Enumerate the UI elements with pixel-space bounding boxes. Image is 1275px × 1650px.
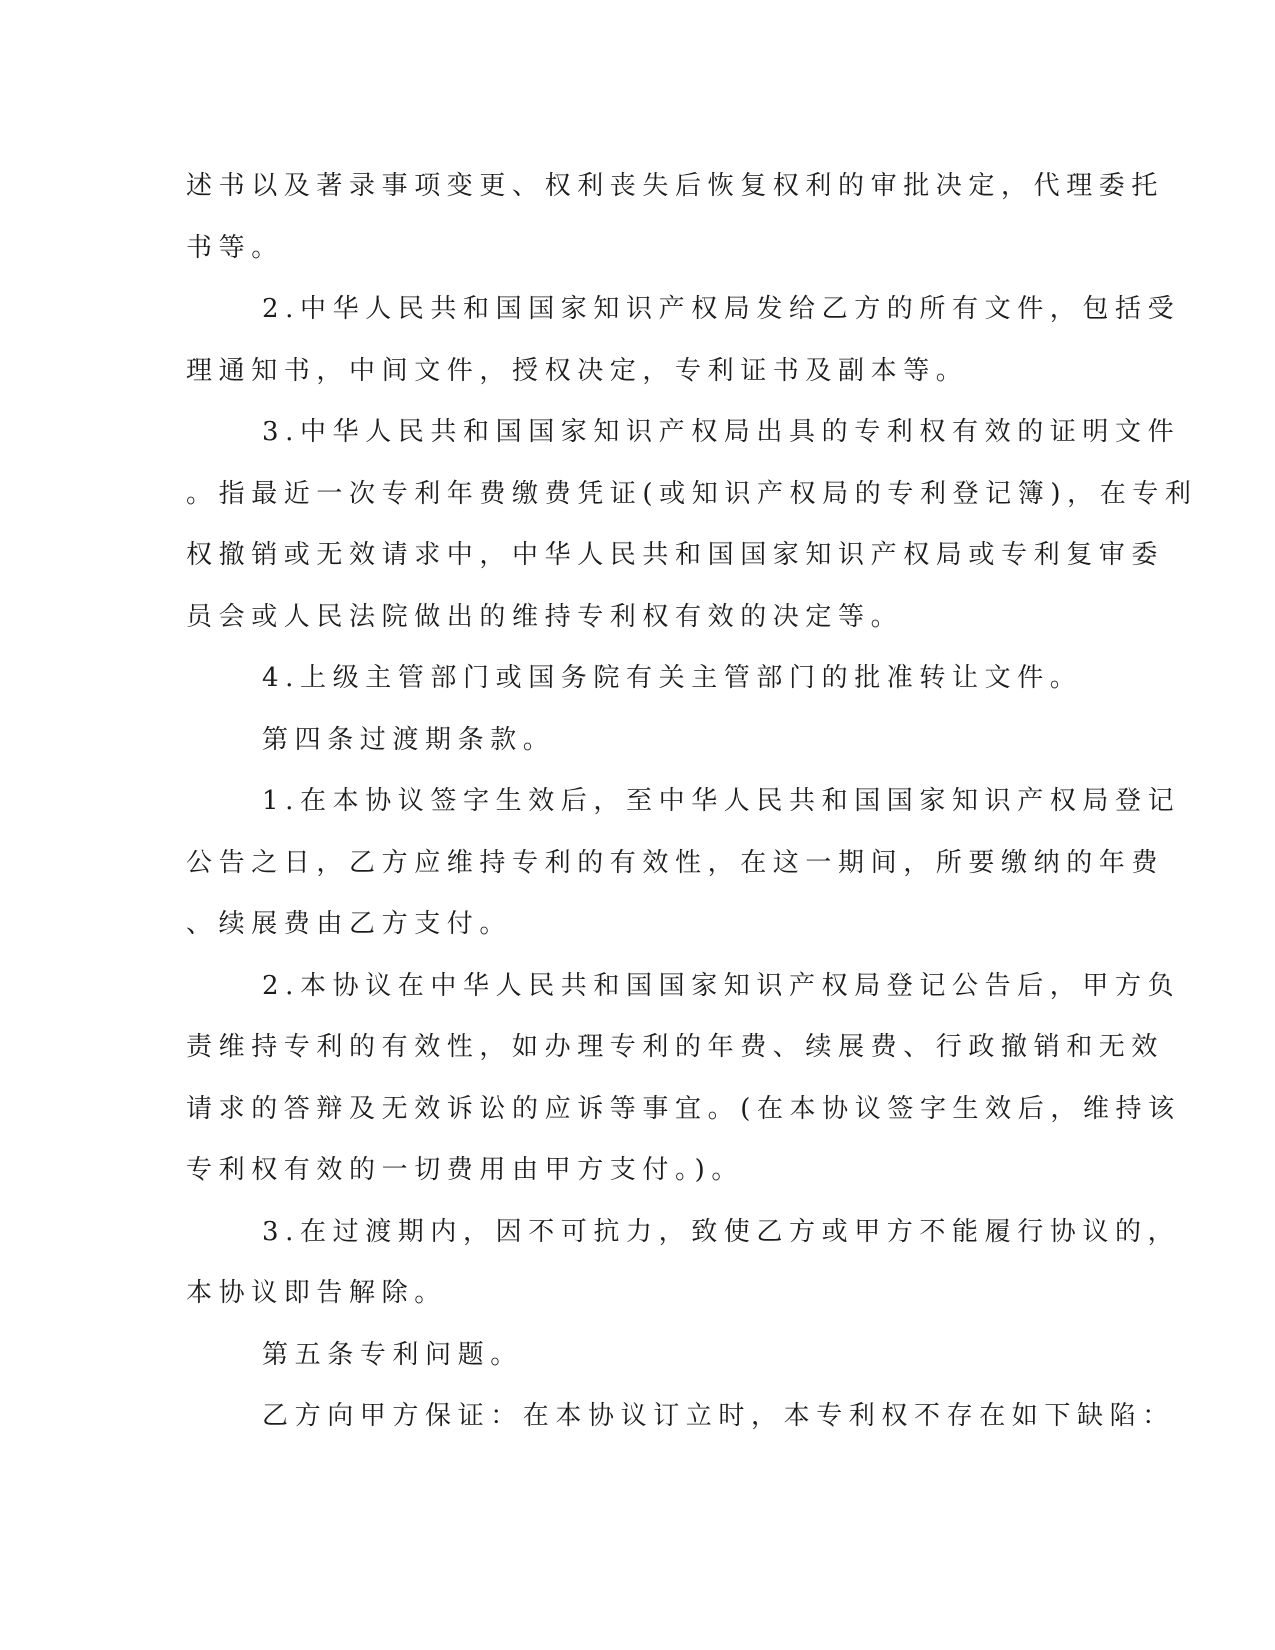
text-line: 3.中华人民共和国国家知识产权局出具的专利权有效的证明文件 xyxy=(262,417,1181,447)
text-line: 公告之日，乙方应维持专利的有效性，在这一期间，所要缴纳的年费 xyxy=(186,847,1165,878)
text-line: 专利权有效的一切费用由甲方支付。)。 xyxy=(186,1155,744,1185)
text-line: 书等。 xyxy=(186,232,284,263)
text-line: 乙方向甲方保证：在本协议订立时，本专利权不存在如下缺陷： xyxy=(262,1401,1175,1431)
document-body xyxy=(186,156,1198,1448)
text-line: 2.中华人民共和国国家知识产权局发给乙方的所有文件，包括受 xyxy=(262,294,1181,324)
section-heading: 第五条专利问题。 xyxy=(262,1339,523,1370)
text-line: 本协议即告解除。 xyxy=(186,1278,447,1308)
text-line: 1.在本协议签字生效后，至中华人民共和国国家知识产权局登记 xyxy=(262,786,1181,816)
text-line: 述书以及著录事项变更、权利丧失后恢复权利的审批决定，代理委托 xyxy=(186,171,1165,201)
text-line: 请求的答辩及无效诉讼的应诉等事宜。(在本协议签字生效后，维持该 xyxy=(186,1093,1181,1124)
text-line: 。指最近一次专利年费缴费凭证(或知识产权局的专利登记簿)，在专利 xyxy=(186,478,1198,509)
text-line: 4.上级主管部门或国务院有关主管部门的批准转让文件。 xyxy=(262,663,1083,693)
text-line: 2.本协议在中华人民共和国国家知识产权局登记公告后，甲方负 xyxy=(262,970,1181,1001)
text-line: 权撤销或无效请求中，中华人民共和国国家知识产权局或专利复审委 xyxy=(186,540,1165,570)
text-line: 、续展费由乙方支付。 xyxy=(186,909,513,939)
text-line: 理通知书，中间文件，授权决定，专利证书及副本等。 xyxy=(186,355,969,386)
text-line: 责维持专利的有效性，如办理专利的年费、续展费、行政撤销和无效 xyxy=(186,1032,1165,1062)
text-line: 员会或人民法院做出的维持专利权有效的决定等。 xyxy=(186,601,904,632)
text-line: 3.在过渡期内，因不可抗力，致使乙方或甲方不能履行协议的， xyxy=(262,1216,1181,1247)
section-heading: 第四条过渡期条款。 xyxy=(262,724,556,755)
